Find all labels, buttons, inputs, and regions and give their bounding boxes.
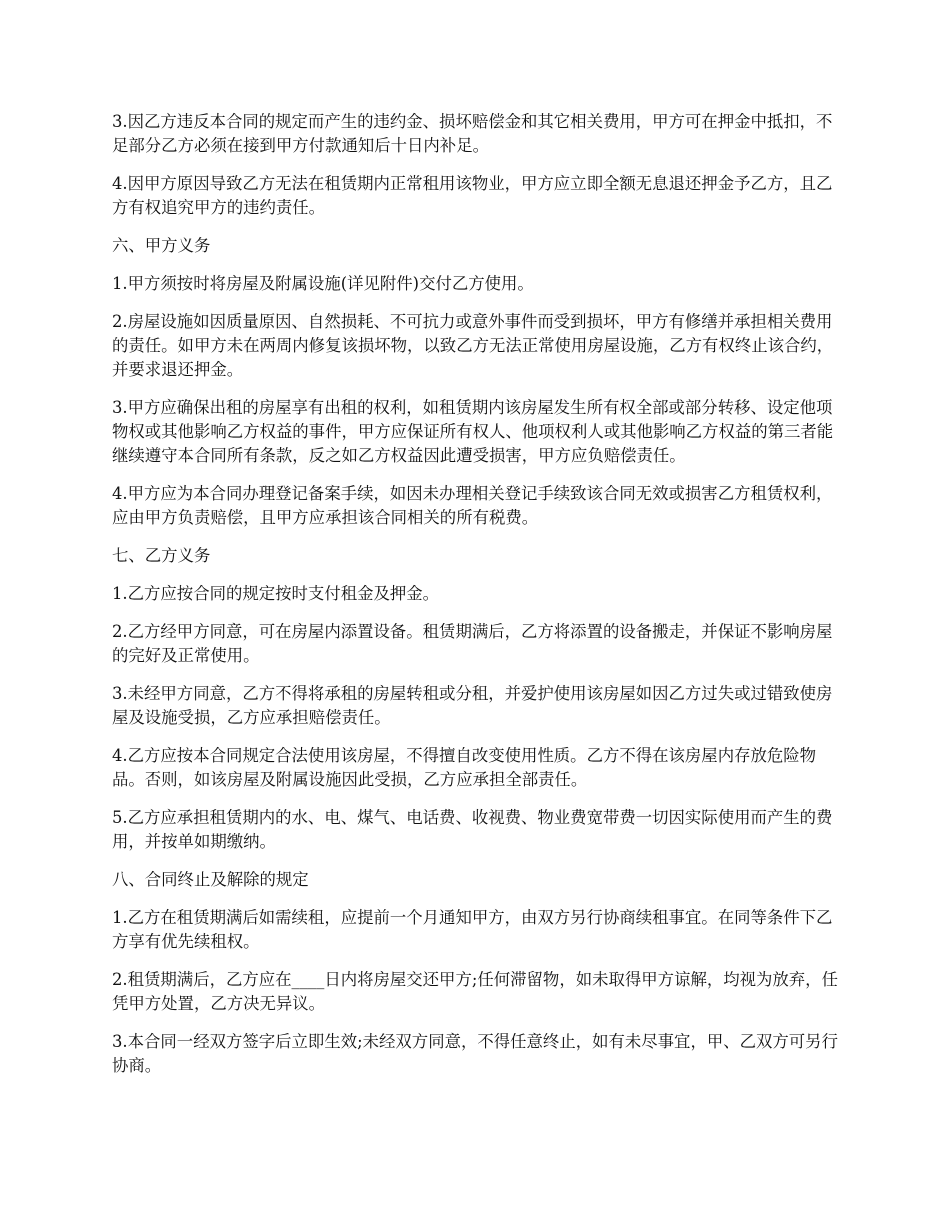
clause-7-3: 3.未经甲方同意，乙方不得将承租的房屋转租或分租，并爱护使用该房屋如因乙方过失或过错致使房屋及设施受损，乙方应承担赔偿责任。: [112, 684, 833, 727]
clause-6-1: 1.甲方须按时将房屋及附属设施(详见附件)交付乙方使用。: [112, 274, 534, 293]
clause-5-3: 3.因乙方违反本合同的规定而产生的违约金、损坏赔偿金和其它相关费用，甲方可在押金中抵扣，不足部分乙方必须在接到甲方付款通知后十日内补足。: [112, 112, 833, 155]
document-page: [112, 110, 840, 1092]
clause-8-3: 3.本合同一经双方签字后立即生效;未经双方同意，不得任意终止，如有未尽事宜，甲、乙双方可另行协商。: [112, 1032, 838, 1075]
clause-7-4: 4.乙方应按本合同规定合法使用该房屋，不得擅自改变使用性质。乙方不得在该房屋内存放危险物品。否则，如该房屋及附属设施因此受损，乙方应承担全部责任。: [112, 746, 817, 789]
section-heading-6: 六、甲方义务: [112, 236, 211, 255]
clause-8-1: 1.乙方在租赁期满后如需续租，应提前一个月通知甲方，由双方另行协商续租事宜。在同等条件下乙方享有优先续租权。: [112, 908, 833, 951]
clause-5-4: 4.因甲方原因导致乙方无法在租赁期内正常租用该物业，甲方应立即全额无息退还押金予乙方，且乙方有权追究甲方的违约责任。: [112, 174, 833, 217]
clause-7-1: 1.乙方应按合同的规定按时支付租金及押金。: [112, 584, 440, 603]
section-heading-8: 八、合同终止及解除的规定: [112, 870, 309, 889]
clause-7-2: 2.乙方经甲方同意，可在房屋内添置设备。租赁期满后，乙方将添置的设备搬走，并保证不影响房屋的完好及正常使用。: [112, 622, 833, 665]
clause-6-4: 4.甲方应为本合同办理登记备案手续，如因未办理相关登记手续致该合同无效或损害乙方租赁权利，应由甲方负责赔偿，且甲方应承担该合同相关的所有税费。: [112, 484, 833, 527]
section-heading-7: 七、乙方义务: [112, 546, 211, 565]
clause-8-2: 2.租赁期满后，乙方应在____日内将房屋交还甲方;任何滞留物，如未取得甲方谅解，均视为放弃，任凭甲方处置，乙方决无异议。: [112, 970, 838, 1013]
clause-6-3: 3.甲方应确保出租的房屋享有出租的权利，如租赁期内该房屋发生所有权全部或部分转移、设定他项物权或其他影响乙方权益的事件，甲方应保证所有权人、他项权利人或其他影响乙方权益的第三者能继续遵守本合同所有条款，反之如乙方权益因此遭受损害，甲方应负赔偿责任。: [112, 398, 834, 465]
clause-7-5: 5.乙方应承担租赁期内的水、电、煤气、电话费、收视费、物业费宽带费一切因实际使用而产生的费用，并按单如期缴纳。: [112, 808, 833, 851]
clause-6-2: 2.房屋设施如因质量原因、自然损耗、不可抗力或意外事件而受到损坏，甲方有修缮并承担相关费用的责任。如甲方未在两周内修复该损坏物，以致乙方无法正常使用房屋设施，乙方有权终止该合约，并要求退还押金。: [112, 312, 834, 379]
